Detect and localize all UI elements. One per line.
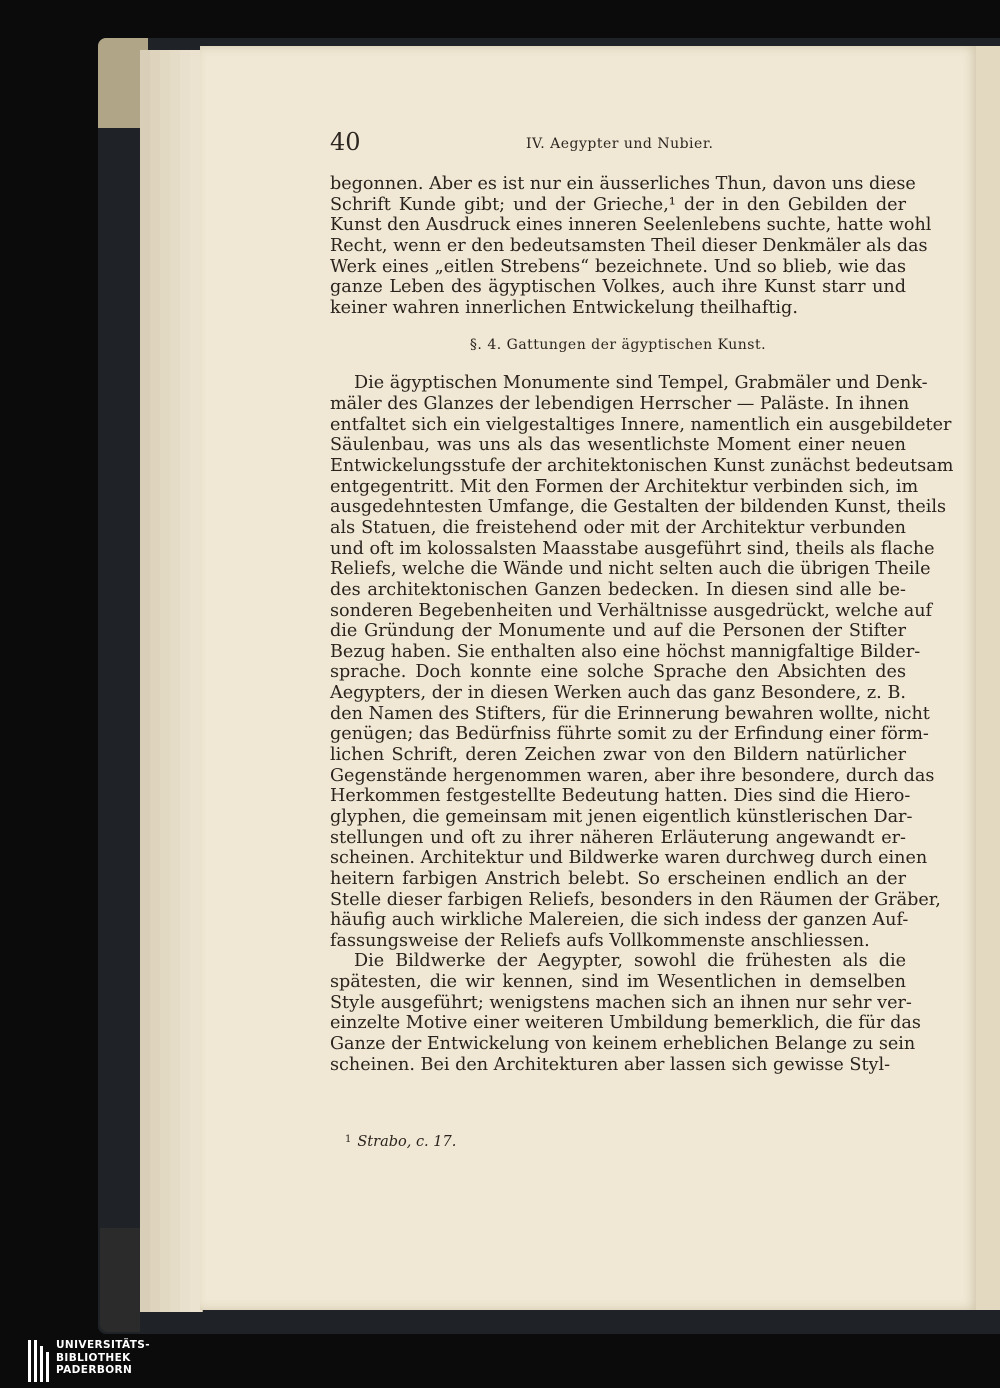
logo-line-2: BIBLIOTHEK	[56, 1351, 131, 1364]
text-line: fassungsweise der Reliefs aufs Vollkommenste anschliessen.	[330, 930, 870, 951]
text-line: stellungen und oft zu ihrer näheren Erläuterung angewandt er-	[330, 827, 906, 848]
text-line: keiner wahren innerlichen Entwickelung theilhaftig.	[330, 297, 798, 318]
text-line: ganze Leben des ägyptischen Volkes, auch ihre Kunst starr und	[330, 277, 906, 298]
text-line: Herkommen festgestellte Bedeutung hatten. Dies sind die Hiero-	[330, 786, 911, 807]
text-line: den Namen des Stifters, für die Erinnerung bewahren wollte, nicht	[330, 703, 930, 724]
logo-line-3: PADERBORN	[56, 1364, 133, 1376]
logo-line-1: UNIVERSITÄTS-	[56, 1339, 151, 1351]
text-line: lichen Schrift, deren Zeichen zwar von den Bildern natürlicher	[330, 745, 906, 766]
text-line: Die Bildwerke der Aegypter, sowohl die frühesten als die	[354, 951, 906, 972]
text-line: entgegentritt. Mit den Formen der Architektur verbinden sich, im	[330, 476, 919, 497]
text-line: begonnen. Aber es ist nur ein äusserliches Thun, davon uns diese	[330, 174, 916, 194]
text-line: die Gründung der Monumente und auf die Personen der Stifter	[330, 621, 906, 642]
text-line: heitern farbigen Anstrich belebt. So erscheinen endlich an der	[330, 868, 906, 889]
text-line: sonderen Begebenheiten und Verhältnisse ausgedrückt, welche auf	[330, 600, 933, 621]
page-header	[330, 128, 910, 162]
page-fore-edge	[976, 46, 1000, 1310]
running-head: IV. Aegypter und Nubier.	[526, 136, 714, 152]
text-line: des architektonischen Ganzen bedecken. In diesen sind alle be-	[330, 579, 906, 600]
text-line: Kunst den Ausdruck eines inneren Seelenlebens suchte, hatte wohl	[330, 215, 932, 236]
text-line: glyphen, die gemeinsam mit jenen eigentlich künstlerischen Dar-	[330, 806, 913, 827]
text-line: Reliefs, welche die Wände und nicht selten auch die übrigen Theile	[330, 559, 931, 580]
paragraph-2	[330, 373, 954, 951]
text-line: als Statuen, die freistehend oder mit der Architektur verbunden	[330, 517, 906, 538]
footnote-mark: 1	[345, 1134, 352, 1145]
text-line: Style ausgeführt; wenigstens machen sich an ihnen nur sehr ver-	[330, 992, 912, 1013]
text-line: sprache. Doch konnte eine solche Sprache den Absichten des	[330, 662, 906, 683]
text-line: und oft im kolossalsten Maasstabe ausgeführt sind, theils als flache	[330, 538, 935, 559]
text-line: Gegenstände hergenommen waren, aber ihre besondere, durch das	[330, 765, 935, 786]
cover-corner-bottom	[100, 1228, 140, 1332]
text-line: einzelte Motive einer weiteren Umbildung bemerklich, die für das	[330, 1013, 921, 1034]
library-logo-text	[56, 1339, 150, 1377]
page-number: 40	[330, 128, 361, 156]
text-line: Entwickelungsstufe der architektonischen Kunst zunächst bedeutsam	[330, 456, 954, 477]
text-line: häufig auch wirkliche Malereien, die sich indess der ganzen Auf-	[330, 910, 909, 931]
text-line: Werk eines „eitlen Strebens“ bezeichnete. Und so blieb, wie das	[330, 256, 906, 277]
text-line: entfaltet sich ein vielgestaltiges Innere, namentlich ein ausgebildeter	[330, 414, 952, 435]
text-line: Schrift Kunde gibt; und der Grieche,¹ der in den Gebilden der	[330, 194, 906, 215]
text-line: scheinen. Bei den Architekturen aber lassen sich gewisse Styl-	[330, 1054, 891, 1075]
text-line: Säulenbau, was uns als das wesentlichste Moment einer neuen	[330, 435, 906, 456]
text-line: ausgedehntesten Umfange, die Gestalten der bildenden Kunst, theils	[330, 497, 947, 518]
text-line: Bezug haben. Sie enthalten also eine höchst mannigfaltige Bilder-	[330, 641, 921, 662]
text-line: mäler des Glanzes der lebendigen Herrscher — Paläste. In ihnen	[330, 394, 910, 415]
section-title: §. 4. Gattungen der ägyptischen Kunst.	[469, 337, 767, 354]
text-line: Aegypters, der in diesen Werken auch das ganz Besondere, z. B.	[330, 683, 906, 704]
paragraph-1	[330, 174, 932, 318]
footnote-text: Strabo, c. 17.	[357, 1134, 457, 1150]
text-line: scheinen. Architektur und Bildwerke waren durchweg durch einen	[330, 848, 928, 869]
text-line: spätesten, die wir kennen, sind im Wesentlichen in demselben	[330, 972, 906, 993]
text-line: Recht, wenn er den bedeutsamsten Theil dieser Denkmäler als das	[330, 235, 928, 256]
text-line: Die ägyptischen Monumente sind Tempel, Grabmäler und Denk-	[354, 373, 928, 394]
paragraph-3	[330, 951, 921, 1075]
text-line: genügen; das Bedürfniss führte somit zu der Erfindung einer förm-	[330, 724, 929, 745]
text-line: Ganze der Entwickelung von keinem erheblichen Belange zu sein	[330, 1033, 916, 1054]
text-line: Stelle dieser farbigen Reliefs, besonders in den Räumen der Gräber,	[330, 889, 941, 910]
footnote	[345, 1134, 456, 1150]
body-text	[330, 174, 954, 1075]
